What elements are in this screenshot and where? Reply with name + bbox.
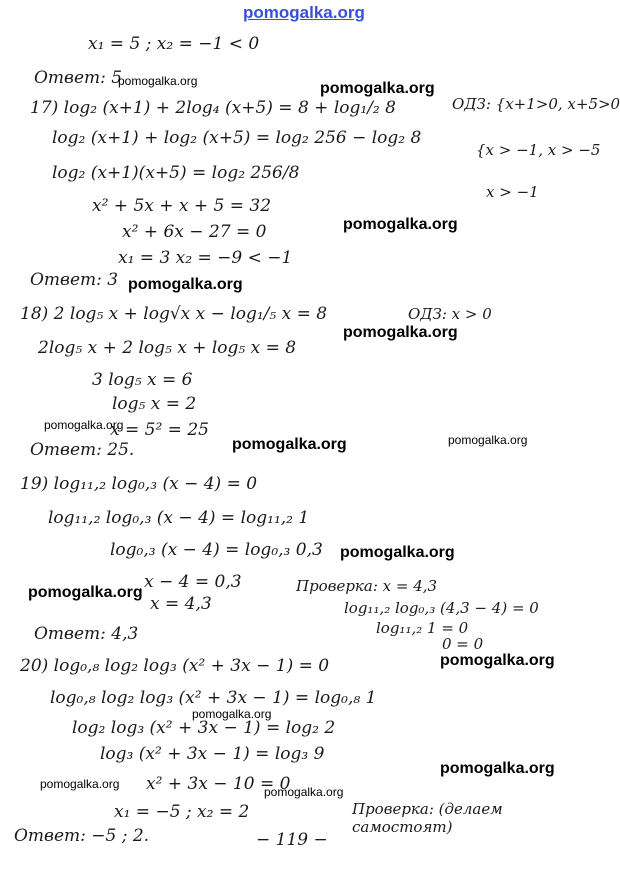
watermark: pomogalka.org xyxy=(343,216,458,233)
watermark: pomogalka.org xyxy=(264,785,344,799)
problem-20-step: x² + 3x − 10 = 0 xyxy=(146,774,291,794)
problem-18-step: log₅ x = 2 xyxy=(112,394,197,414)
problem-17-domain-step: {x > −1, x > −5 xyxy=(476,141,601,159)
watermark: pomogalka.org xyxy=(40,777,120,791)
problem-18-step: 2log₅ x + 2 log₅ x + log₅ x = 8 xyxy=(38,338,297,358)
problem-17-step: log₂ (x+1) + log₂ (x+5) = log₂ 256 − log₂ 8 xyxy=(52,128,422,148)
watermark: pomogalka.org xyxy=(340,544,455,561)
problem-17-equation: 17) log₂ (x+1) + 2log₄ (x+5) = 8 + log₁/₂ 8 xyxy=(30,98,396,118)
problem-18-step: x = 5² = 25 xyxy=(110,420,209,440)
problem-19-step: log₁₁,₂ log₀,₃ (x − 4) = log₁₁,₂ 1 xyxy=(48,508,310,528)
problem-19-check-step: log₁₁,₂ 1 = 0 xyxy=(376,619,469,637)
problem-17-answer: Ответ: 3 xyxy=(30,270,119,290)
problem-19-answer: Ответ: 4,3 xyxy=(34,624,139,644)
watermark: pomogalka.org xyxy=(118,74,198,88)
watermark: pomogalka.org xyxy=(128,276,243,293)
problem-18-domain: ОДЗ: x > 0 xyxy=(408,305,492,323)
watermark: pomogalka.org xyxy=(28,584,143,601)
problem-20-answer: Ответ: −5 ; 2. xyxy=(14,826,150,846)
problem-17-domain: ОДЗ: {x+1>0, x+5>0 xyxy=(452,95,620,113)
watermark: pomogalka.org xyxy=(44,418,124,432)
problem-19-equation: 19) log₁₁,₂ log₀,₃ (x − 4) = 0 xyxy=(20,474,258,494)
watermark: pomogalka.org xyxy=(440,760,555,777)
problem-18-answer: Ответ: 25. xyxy=(30,440,135,460)
problem-20-step: log₀,₈ log₂ log₃ (x² + 3x − 1) = log₀,₈ 1 xyxy=(50,688,377,708)
problem-17-step: x² + 6x − 27 = 0 xyxy=(122,222,267,242)
problem-18-equation: 18) 2 log₅ x + log√x x − log₁/₅ x = 8 xyxy=(20,304,328,324)
header-watermark[interactable]: pomogalka.org xyxy=(243,3,365,22)
problem-19-step: log₀,₃ (x − 4) = log₀,₃ 0,3 xyxy=(110,540,323,560)
problem-17-step: log₂ (x+1)(x+5) = log₂ 256/8 xyxy=(52,163,300,183)
answer-line: Ответ: 5 xyxy=(34,68,123,88)
problem-17-roots: x₁ = 3 x₂ = −9 < −1 xyxy=(118,248,293,268)
watermark: pomogalka.org xyxy=(448,433,528,447)
problem-19-step: x − 4 = 0,3 xyxy=(144,572,242,592)
page-number: − 119 − xyxy=(256,830,328,850)
problem-19-check: Проверка: x = 4,3 xyxy=(296,577,438,595)
problem-17-domain-result: x > −1 xyxy=(486,183,539,201)
roots-line: x₁ = 5 ; x₂ = −1 < 0 xyxy=(88,34,260,54)
problem-20-step: log₂ log₃ (x² + 3x − 1) = log₂ 2 xyxy=(72,718,336,738)
watermark: pomogalka.org xyxy=(232,436,347,453)
watermark: pomogalka.org xyxy=(343,324,458,341)
watermark: pomogalka.org xyxy=(320,80,435,97)
watermark: pomogalka.org xyxy=(192,707,272,721)
problem-19-check-result: 0 = 0 xyxy=(442,635,484,653)
problem-20-check: Проверка: (делаем самостоят) xyxy=(352,800,503,836)
problem-20-roots: x₁ = −5 ; x₂ = 2 xyxy=(114,802,250,822)
problem-18-step: 3 log₅ x = 6 xyxy=(92,370,193,390)
problem-20-step: log₃ (x² + 3x − 1) = log₃ 9 xyxy=(100,744,325,764)
problem-19-root: x = 4,3 xyxy=(150,594,212,614)
problem-17-step: x² + 5x + x + 5 = 32 xyxy=(92,196,272,216)
problem-19-check-step: log₁₁,₂ log₀,₃ (4,3 − 4) = 0 xyxy=(344,599,539,617)
problem-20-equation: 20) log₀,₈ log₂ log₃ (x² + 3x − 1) = 0 xyxy=(20,656,330,676)
watermark: pomogalka.org xyxy=(440,652,555,669)
